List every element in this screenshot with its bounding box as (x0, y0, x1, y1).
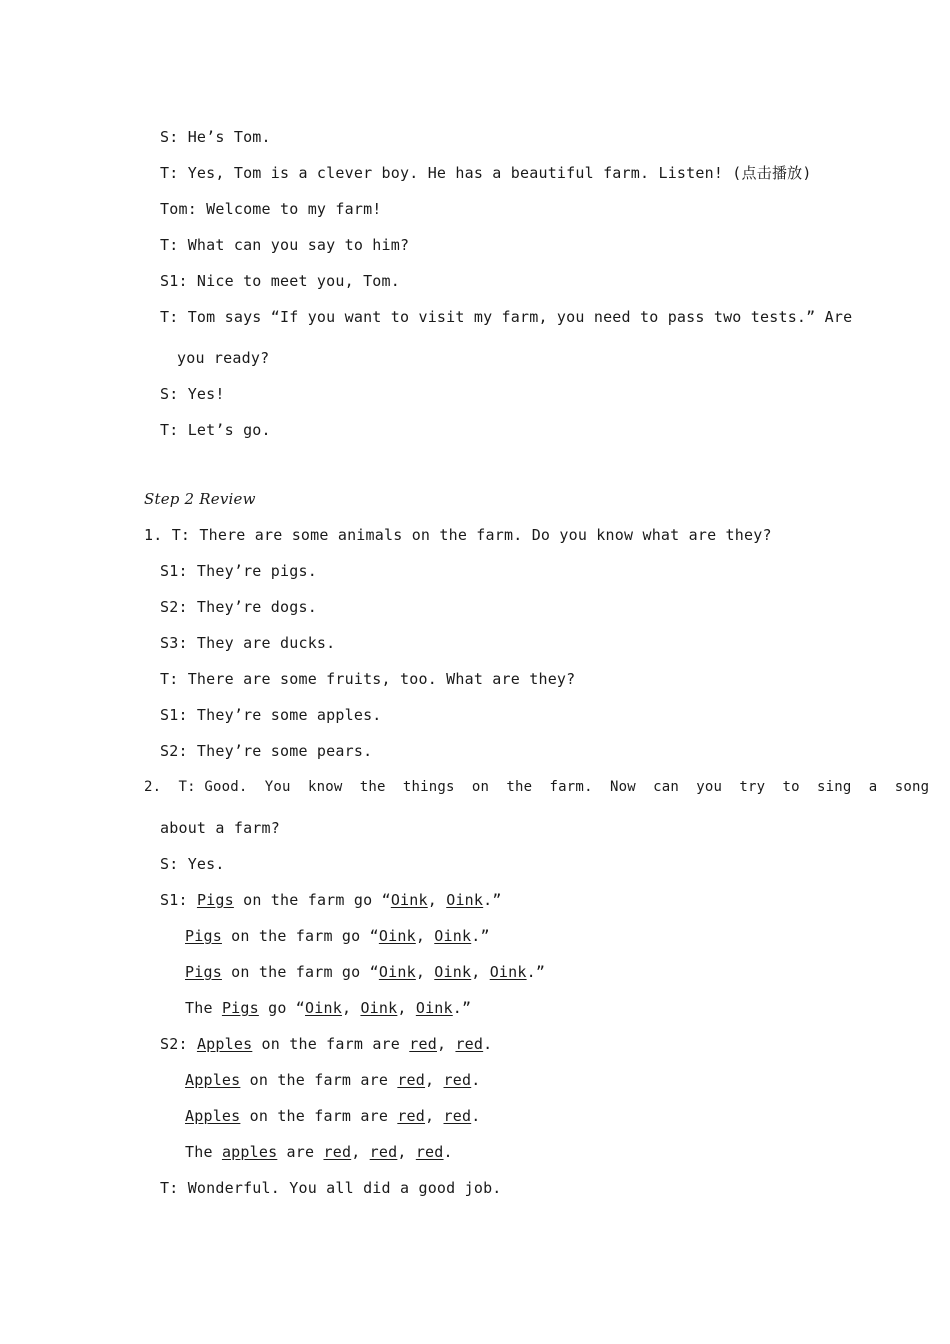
blank-word: red (443, 1071, 472, 1089)
blank-word: red (369, 1143, 398, 1161)
speaker-label: S1: (160, 891, 197, 909)
blank-word: Oink (434, 963, 472, 981)
blank-word: red (323, 1143, 352, 1161)
numbered-item: 1. T: There are some animals on the farm. Do you know what are they? (144, 526, 772, 544)
dialogue-line: S: He’s Tom. (160, 128, 271, 146)
dialogue-line: S1: They’re pigs. (160, 562, 317, 580)
dialogue-line: S3: They are ducks. (160, 634, 336, 652)
song-line: The Pigs go “Oink, Oink, Oink.” (185, 999, 472, 1017)
song-line: Apples on the farm are red, red. (185, 1071, 481, 1089)
blank-word: Oink (434, 927, 472, 945)
dialogue-line: T: There are some fruits, too. What are they? (160, 670, 576, 688)
dialogue-line: S1: They’re some apples. (160, 706, 382, 724)
blank-word: Oink (390, 891, 428, 909)
dialogue-line: Tom: Welcome to my farm! (160, 200, 382, 218)
blank-word: red (455, 1035, 484, 1053)
song-line: The apples are red, red, red. (185, 1143, 453, 1161)
blank-word: red (415, 1143, 444, 1161)
dialogue-line: S1: Nice to meet you, Tom. (160, 272, 400, 290)
dialogue-line: T: Let’s go. (160, 421, 271, 439)
blank-word: Oink (489, 963, 527, 981)
blank-word: Oink (305, 999, 342, 1017)
dialogue-line: S2: They’re some pears. (160, 742, 373, 760)
blank-word: Pigs (185, 927, 222, 945)
song-line: Pigs on the farm go “Oink, Oink, Oink.” (185, 963, 546, 981)
blank-word: Pigs (185, 963, 222, 981)
blank-word: red (443, 1107, 472, 1125)
blank-word: Pigs (221, 999, 259, 1017)
dialogue-line: T: Yes, Tom is a clever boy. He has a beautiful farm. Listen! (点击播放) (160, 164, 812, 182)
dialogue-line: T: Tom says “If you want to visit my farm, you need to pass two tests.” Are (160, 308, 853, 326)
blank-word: Apples (185, 1071, 241, 1089)
song-line: S1: Pigs on the farm go “Oink, Oink.” (160, 891, 502, 909)
numbered-item-continued: about a farm? (160, 819, 280, 837)
blank-word: apples (221, 1143, 278, 1161)
song-line: Pigs on the farm go “Oink, Oink.” (185, 927, 490, 945)
blank-word: Oink (378, 927, 416, 945)
song-line: Apples on the farm are red, red. (185, 1107, 481, 1125)
blank-word: red (409, 1035, 437, 1053)
dialogue-line: T: What can you say to him? (160, 236, 410, 254)
blank-word: Apples (196, 1035, 253, 1053)
speaker-label: S2: (160, 1035, 197, 1053)
blank-word: Oink (446, 891, 484, 909)
blank-word: Pigs (196, 891, 234, 909)
blank-word: Oink (378, 963, 416, 981)
numbered-item: 2. T: Good. You know the things on the farm. Now can you try to sing a song (144, 779, 930, 795)
blank-word: Oink (360, 999, 398, 1017)
dialogue-line-continued: you ready? (177, 349, 270, 367)
blank-word: red (397, 1107, 426, 1125)
song-line: S2: Apples on the farm are red, red. (160, 1035, 493, 1053)
blank-word: Apples (185, 1107, 241, 1125)
blank-word: Oink (415, 999, 453, 1017)
blank-word: red (397, 1071, 426, 1089)
dialogue-line: S2: They’re dogs. (160, 598, 317, 616)
dialogue-line: T: Wonderful. You all did a good job. (160, 1179, 502, 1197)
dialogue-line: S: Yes. (160, 855, 225, 873)
section-heading: Step 2 Review (144, 490, 256, 508)
dialogue-line: S: Yes! (160, 385, 225, 403)
